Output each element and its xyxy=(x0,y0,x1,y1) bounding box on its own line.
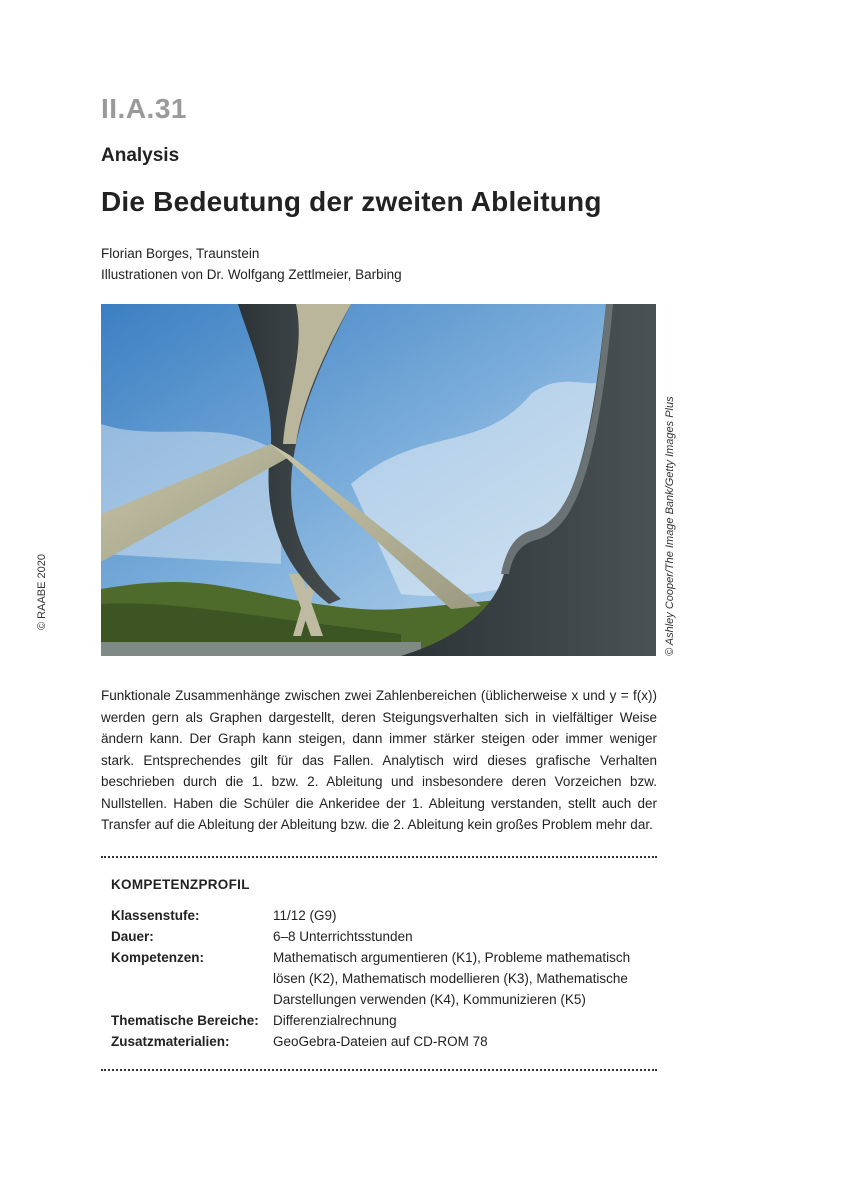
photo-credit: © Ashley Cooper/The Image Bank/Getty Images Plus xyxy=(664,396,676,656)
intro-paragraph: Funktionale Zusammenhänge zwischen zwei Zahlenbereichen (üblicherweise x und y = f(x)) werden gern als Graphen dargestellt, deren Steigungsverhalten sich in vielfältiger Weise ändern kann. Der Graph kann steigen, dann immer stärker steigen oder immer weniger stark. Entsprechendes gilt für das Fallen. Analytisch wird dieses grafische Verhalten beschrieben durch die 1. bzw. 2. Ableitung und insbesondere deren Vorzeichen bzw. Nullstellen. Haben die Schüler die Ankeridee der 1. Ableitung verstanden, stellt auch der Transfer auf die Ableitung der Ableitung bzw. die 2. Ableitung kein großes Problem mehr dar. xyxy=(101,688,657,832)
kp-label: Thematische Bereiche: xyxy=(111,1013,259,1028)
kp-value: GeoGebra-Dateien auf CD-ROM 78 xyxy=(273,1034,488,1049)
kp-value: 11/12 (G9) xyxy=(273,908,337,923)
kp-value: Mathematisch argumentieren (K1), Probleme mathematisch lösen (K2), Mathematisch modellieren (K3), Mathematische Darstellungen verwenden (K4), Kommunizieren (K5) xyxy=(273,950,631,1007)
section-code: II.A.31 xyxy=(101,93,187,124)
kp-value: 6–8 Unterrichtsstunden xyxy=(273,929,413,944)
bridge-photo xyxy=(101,304,656,656)
divider-top xyxy=(101,856,657,858)
divider-bottom xyxy=(101,1069,657,1071)
kp-label: Klassenstufe: xyxy=(111,908,200,923)
subject-heading: Analysis xyxy=(101,145,180,166)
page-title: Die Bedeutung der zweiten Ableitung xyxy=(101,186,602,217)
kp-label: Dauer: xyxy=(111,929,154,944)
kp-label: Kompetenzen: xyxy=(111,950,205,965)
kompetenzprofil-heading: KOMPETENZPROFIL xyxy=(111,877,250,892)
author-line: Florian Borges, Traunstein xyxy=(101,246,260,261)
copyright-side: © RAABE 2020 xyxy=(36,554,48,630)
kp-value: Differenzialrechnung xyxy=(273,1013,397,1028)
kp-label: Zusatzmaterialien: xyxy=(111,1034,230,1049)
illustrations-line: Illustrationen von Dr. Wolfgang Zettlmeier, Barbing xyxy=(101,267,402,282)
